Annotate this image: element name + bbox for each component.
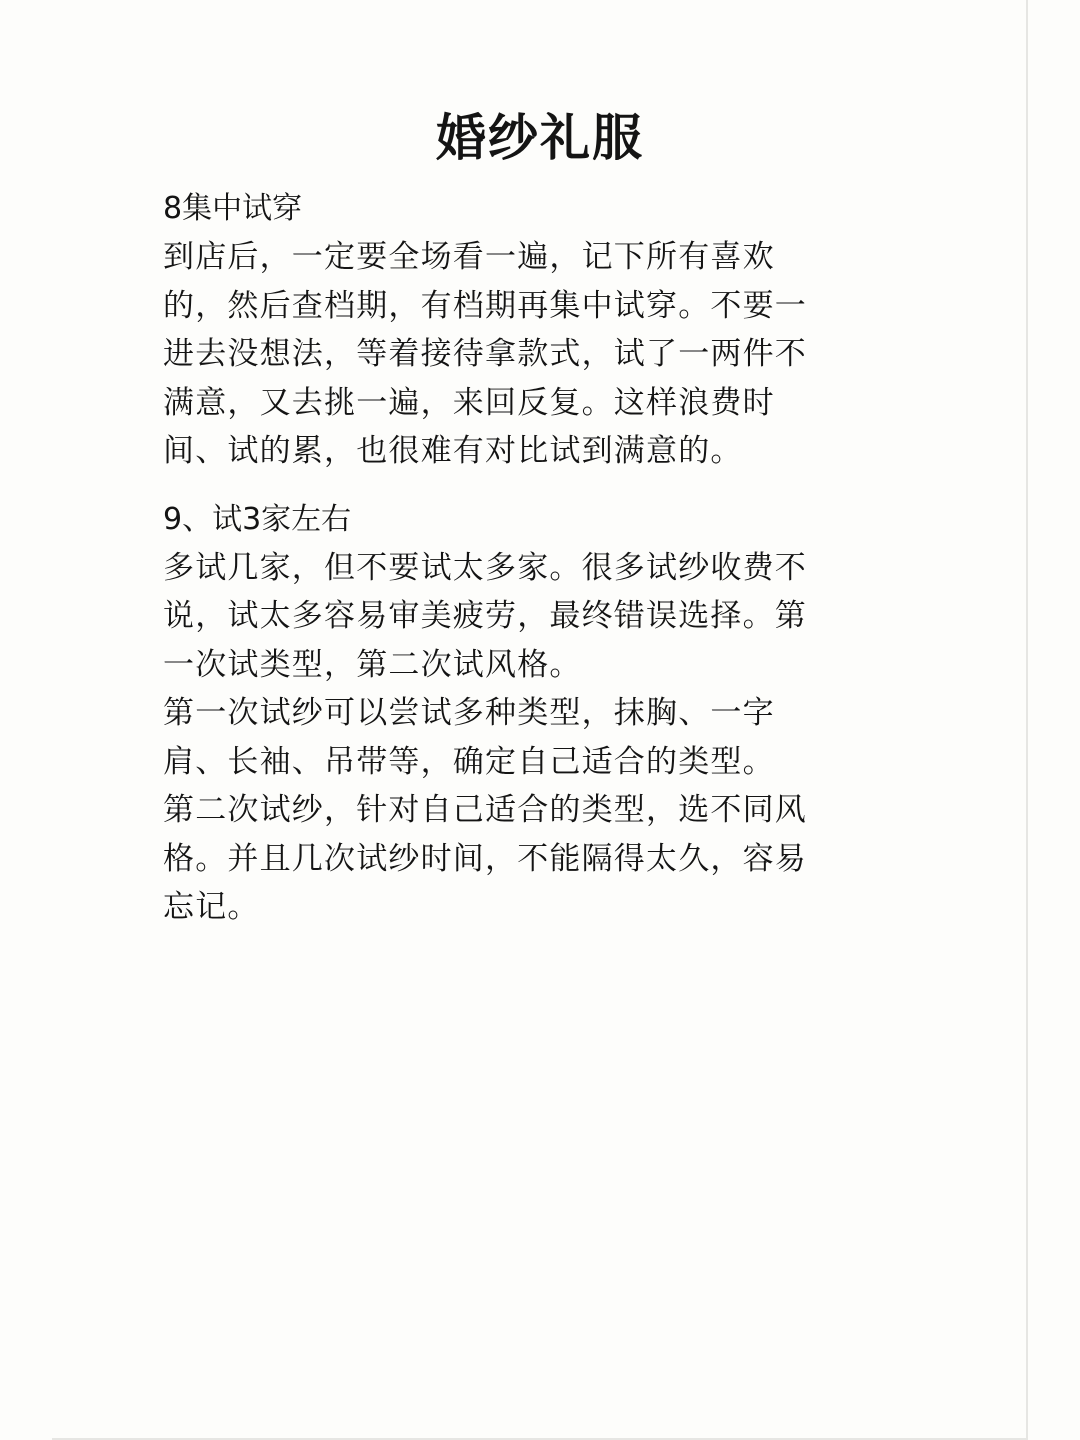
paragraph: 第二次试纱，针对自己适合的类型，选不同风格。并且几次试纱时间，不能隔得太久，容易忘记。 (163, 792, 807, 925)
section-try-on (163, 185, 833, 476)
section-heading: 9、试3家左右 (163, 501, 352, 537)
document-body (163, 185, 833, 952)
paragraph: 到店后，一定要全场看一遍，记下所有喜欢的，然后查档期，有档期再集中试穿。不要一进去没想法，等着接待拿款式，试了一两件不满意，又去挑一遍，来回反复。这样浪费时间、试的累，也很难有对比试到满意的。 (163, 239, 807, 469)
paragraph: 多试几家，但不要试太多家。很多试纱收费不说，试太多容易审美疲劳，最终错误选择。第一次试类型，第二次试风格。 (163, 549, 807, 683)
section-try-shops (163, 496, 833, 932)
page-edge-right (1026, 0, 1028, 1440)
paragraph: 第一次试纱可以尝试多种类型，抹胸、一字肩、长袖、吊带等，确定自己适合的类型。 (163, 695, 775, 780)
page-title: 婚纱礼服 (436, 109, 644, 167)
section-heading: 8集中试穿 (163, 191, 303, 226)
